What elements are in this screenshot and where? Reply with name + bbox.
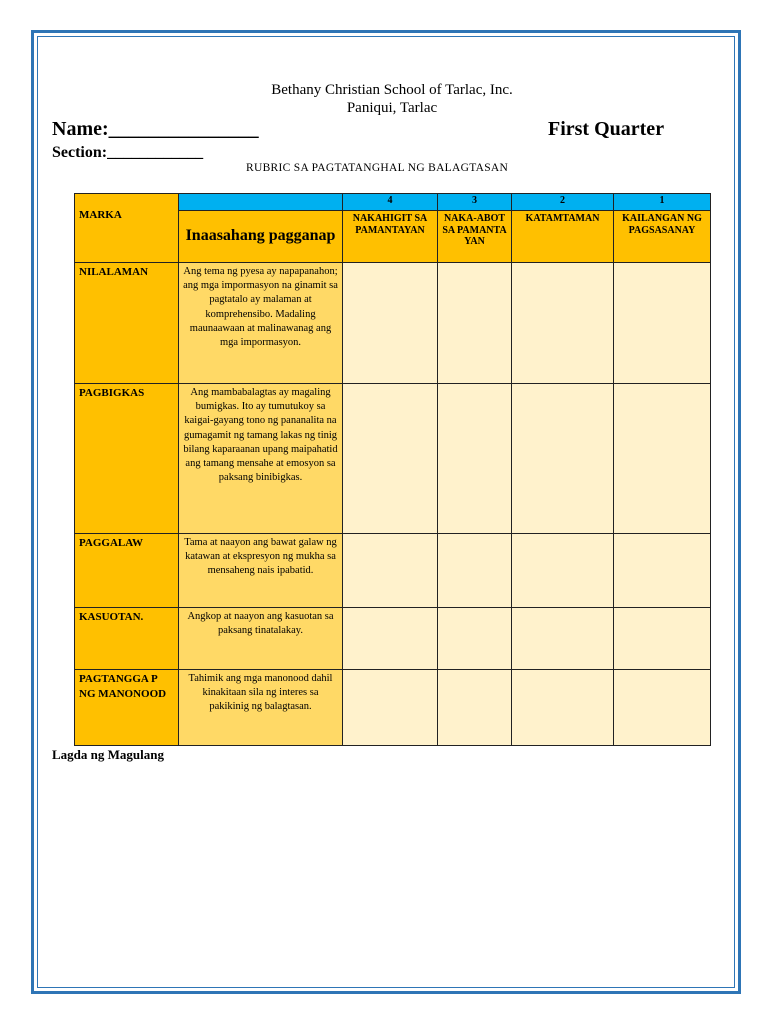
score-cell-4[interactable] [343, 670, 438, 746]
level-label-1: KAILANGAN NG PAGSASANAY [614, 211, 711, 263]
criterion-label: KASUOTAN. [75, 608, 179, 670]
level-score-2: 2 [512, 194, 614, 211]
school-name: Bethany Christian School of Tarlac, Inc. [271, 82, 513, 98]
criterion-label: PAGBIGKAS [75, 384, 179, 534]
level-score-4: 4 [343, 194, 438, 211]
rubric-title: RUBRIC SA PAGTATANGHAL NG BALAGTASAN [246, 162, 509, 174]
score-cell-1[interactable] [614, 263, 711, 384]
score-cell-3[interactable] [438, 384, 512, 534]
score-cell-1[interactable] [614, 608, 711, 670]
score-cell-2[interactable] [512, 263, 614, 384]
score-cell-4[interactable] [343, 608, 438, 670]
criterion-description: Tama at naayon ang bawat galaw ng katawan at ekspresyon ng mukha sa mensaheng nais ipabatid. [179, 534, 343, 608]
table-row [75, 608, 711, 670]
score-cell-3[interactable] [438, 263, 512, 384]
header-blue-cell [179, 194, 343, 211]
score-cell-2[interactable] [512, 670, 614, 746]
score-cell-2[interactable] [512, 384, 614, 534]
criterion-label: PAGGALAW [75, 534, 179, 608]
rubric-table [74, 193, 711, 746]
level-score-1: 1 [614, 194, 711, 211]
description-header: Inaasahang pagganap [179, 211, 343, 263]
table-row [75, 534, 711, 608]
score-cell-1[interactable] [614, 384, 711, 534]
score-cell-3[interactable] [438, 534, 512, 608]
score-cell-4[interactable] [343, 263, 438, 384]
section-field[interactable]: Section:____________ [52, 144, 204, 161]
score-cell-1[interactable] [614, 670, 711, 746]
table-row [75, 384, 711, 534]
criterion-label: NILALAMAN [75, 263, 179, 384]
level-label-4: NAKAHIGIT SA PAMANTAYAN [343, 211, 438, 263]
name-field[interactable]: Name:_______________ [52, 118, 259, 140]
criterion-description: Ang mambabalagtas ay magaling bumigkas. Ito ay tumutukoy sa kaigai-gayang tono ng pananalita na gumagamit ng tamang lakas ng tinig bilang kaparaanan upang maipahatid ang tamang mensahe at emosyon sa paksang binibigkas. [179, 384, 343, 534]
level-label-2: KATAMTAMAN [512, 211, 614, 263]
level-label-3: NAKA-ABOT SA PAMANTA YAN [438, 211, 512, 263]
table-header-row-scores [75, 194, 711, 211]
quarter-label: First Quarter [548, 118, 665, 140]
mark-header: MARKA [75, 194, 179, 263]
score-cell-2[interactable] [512, 534, 614, 608]
criterion-description: Tahimik ang mga manonood dahil kinakitaan sila ng interes sa pakikinig ng balagtasan. [179, 670, 343, 746]
score-cell-2[interactable] [512, 608, 614, 670]
criterion-description: Angkop at naayon ang kasuotan sa paksang tinatalakay. [179, 608, 343, 670]
score-cell-1[interactable] [614, 534, 711, 608]
table-row [75, 263, 711, 384]
parent-signature-label: Lagda ng Magulang [52, 747, 164, 762]
table-row [75, 670, 711, 746]
score-cell-3[interactable] [438, 670, 512, 746]
level-score-3: 3 [438, 194, 512, 211]
school-location: Paniqui, Tarlac [346, 100, 438, 116]
score-cell-4[interactable] [343, 384, 438, 534]
criterion-label: PAGTANGGA P NG MANONOOD [75, 670, 179, 746]
score-cell-3[interactable] [438, 608, 512, 670]
score-cell-4[interactable] [343, 534, 438, 608]
criterion-description: Ang tema ng pyesa ay napapanahon; ang mga impormasyon na ginamit sa pagtatalo ay malaman at komprehensibo. Madaling maunaawaan at malinawanag ang mga impormasyon. [179, 263, 343, 384]
